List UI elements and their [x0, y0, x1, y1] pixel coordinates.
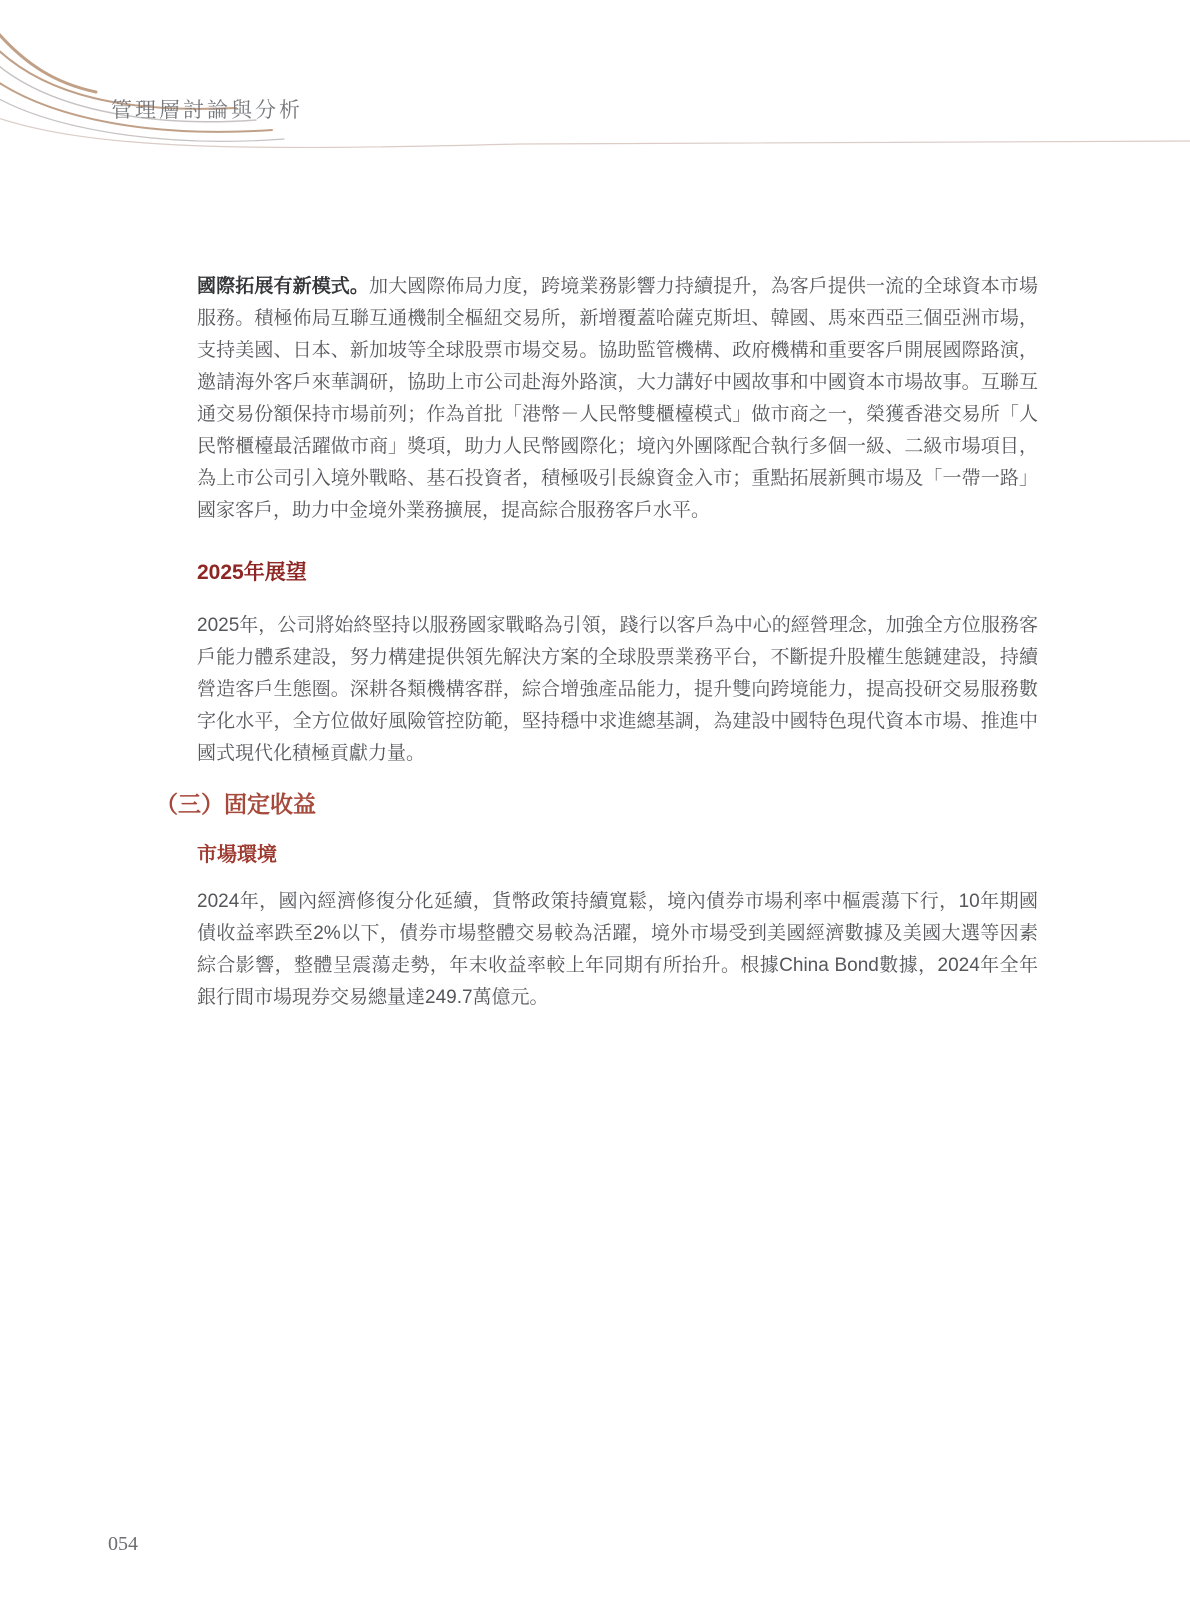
section-heading-fixed-income: （三）固定收益 [155, 791, 316, 817]
page-header-title: 管理層討論與分析 [111, 98, 303, 122]
header-swirl-decoration [0, 0, 1190, 170]
page-number: 054 [108, 1533, 138, 1555]
paragraph-outlook-2025: 2025年，公司將始終堅持以服務國家戰略為引領，踐行以客戶為中心的經營理念，加強全方位服務客戶能力體系建設，努力構建提供領先解決方案的全球股票業務平台，不斷提升股權生態鏈建設，持續營造客戶生態圈。深耕各類機構客群，綜合增強產品能力，提升雙向跨境能力，提高投研交易服務數字化水平，全方位做好風險管控防範，堅持穩中求進總基調，為建設中國特色現代資本市場、推進中國式現代化積極貢獻力量。 [197, 615, 1038, 764]
paragraph-international-expansion [197, 271, 1038, 527]
outlook-2025-heading: 2025年展望 [197, 561, 307, 584]
paragraph-market-environment: 2024年，國內經濟修復分化延續，貨幣政策持續寬鬆，境內債券市場利率中樞震蕩下行，10年期國債收益率跌至2%以下，債券市場整體交易較為活躍，境外市場受到美國經濟數據及美國大選等因素綜合影響，整體呈震蕩走勢，年末收益率較上年同期有所抬升。根據China Bond數據，2024年全年銀行間市場現券交易總量達249.7萬億元。 [197, 891, 1038, 1008]
paragraph-lead-bold: 國際拓展有新模式。 [197, 276, 370, 297]
subheading-market-environment: 市場環境 [197, 844, 277, 866]
paragraph-body-text: 加大國際佈局力度，跨境業務影響力持續提升，為客戶提供一流的全球資本市場服務。積極佈局互聯互通機制全樞紐交易所，新增覆蓋哈薩克斯坦、韓國、馬來西亞三個亞洲市場，支持美國、日本、新加坡等全球股票市場交易。協助監管機構、政府機構和重要客戶開展國際路演，邀請海外客戶來華調研，協助上市公司赴海外路演，大力講好中國故事和中國資本市場故事。互聯互通交易份額保持市場前列；作為首批「港幣－人民幣雙櫃檯模式」做市商之一，榮獲香港交易所「人民幣櫃檯最活躍做市商」獎項，助力人民幣國際化；境內外團隊配合執行多個一級、二級市場項目，為上市公司引入境外戰略、基石投資者，積極吸引長線資金入市；重點拓展新興市場及「一帶一路」國家客戶，助力中金境外業務擴展，提高綜合服務客戶水平。 [197, 276, 1038, 521]
